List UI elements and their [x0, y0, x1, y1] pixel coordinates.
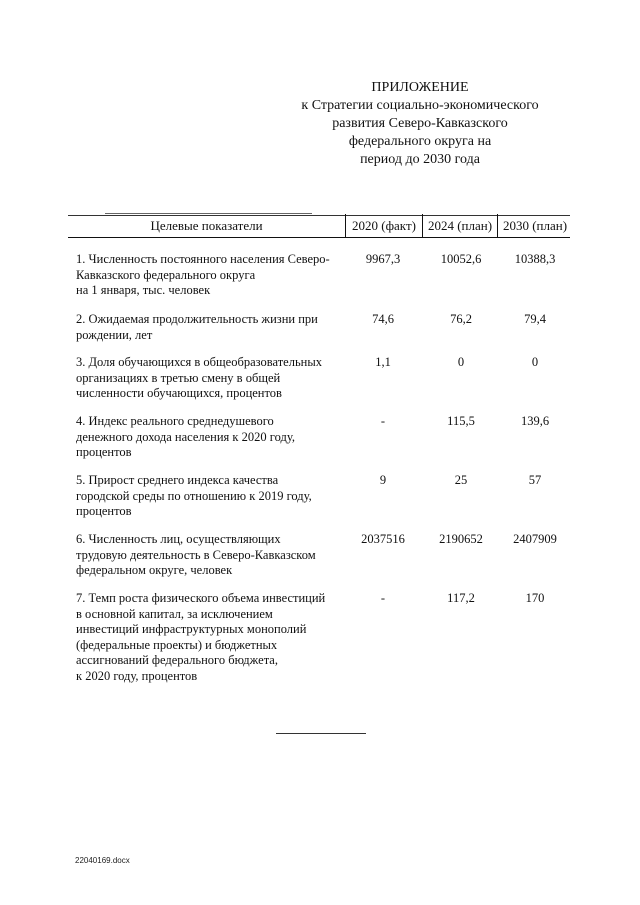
- cell-2024: 2190652: [439, 532, 483, 546]
- table-row-label: [76, 312, 344, 343]
- cell-2020: 1,1: [375, 355, 391, 369]
- table-row-label: [76, 532, 344, 579]
- label-line: в основной капитал, за исключением: [76, 606, 273, 621]
- table-row-label: [76, 252, 344, 299]
- appendix-line: развития Северо-Кавказского: [332, 116, 508, 131]
- label-line: организациях в третью смену в общей: [76, 370, 281, 385]
- label-line: Кавказского федерального округа: [76, 267, 256, 282]
- cell-2024: 117,2: [447, 591, 475, 605]
- cell-2020: 2037516: [361, 532, 405, 546]
- label-line: процентов: [76, 504, 132, 518]
- label-line: рождении, лет: [76, 327, 153, 342]
- label-line: 2. Ожидаемая продолжительность жизни при: [76, 312, 318, 326]
- table-row-label: [76, 414, 344, 461]
- label-line: 7. Темп роста физического объема инвестиций: [76, 591, 326, 605]
- label-line: численности обучающихся, процентов: [76, 386, 282, 400]
- end-separator-line: [276, 733, 366, 734]
- table-row-label: [76, 591, 344, 684]
- label-line: 3. Доля обучающихся в общеобразовательных: [76, 355, 322, 369]
- cell-2030: 170: [525, 591, 545, 605]
- table-col-divider: [345, 214, 346, 237]
- cell-2020: -: [380, 591, 386, 605]
- cell-2020: 9967,3: [365, 252, 401, 266]
- cell-2020: 9: [379, 473, 387, 487]
- cell-2024: 10052,6: [440, 252, 482, 266]
- cell-2020: -: [380, 414, 386, 428]
- table-row-label: [76, 473, 344, 520]
- table-top-rule-thin: [105, 213, 312, 214]
- cell-2020: 74,6: [372, 312, 394, 326]
- appendix-title: ПРИЛОЖЕНИЕ: [371, 80, 469, 95]
- cell-2030: 139,6: [520, 414, 550, 428]
- label-line: федеральном округе, человек: [76, 563, 233, 577]
- cell-2024: 76,2: [450, 312, 472, 326]
- label-line: 5. Прирост среднего индекса качества: [76, 473, 279, 487]
- label-line: к 2020 году, процентов: [76, 668, 198, 683]
- cell-2030: 2407909: [513, 532, 557, 546]
- label-line: 4. Индекс реального среднедушевого: [76, 414, 274, 428]
- table-col-divider: [497, 214, 498, 237]
- label-line: денежного дохода населения к 2020 году,: [76, 429, 295, 444]
- cell-2024: 0: [457, 355, 465, 369]
- cell-2030: 10388,3: [514, 252, 556, 266]
- label-line: процентов: [76, 445, 132, 459]
- table-header-2030: 2030 (план): [502, 218, 568, 233]
- table-row-label: [76, 355, 344, 402]
- label-line: городской среды по отношению к 2019 году,: [76, 488, 312, 503]
- table-header-indicators: Целевые показатели: [150, 218, 263, 233]
- cell-2030: 79,4: [524, 312, 546, 326]
- label-line: (федеральные проекты) и бюджетных: [76, 637, 278, 652]
- cell-2030: 57: [528, 473, 542, 487]
- label-line: инвестиций инфраструктурных монополий: [76, 622, 307, 636]
- table-top-rule: [68, 215, 570, 216]
- table-col-divider: [422, 214, 423, 237]
- label-line: на 1 января, тыс. человек: [76, 283, 211, 297]
- label-line: трудовую деятельность в Северо-Кавказском: [76, 547, 316, 562]
- label-line: 6. Численность лиц, осуществляющих: [76, 532, 281, 546]
- footer-filename: 22040169.docx: [75, 856, 130, 865]
- cell-2024: 25: [454, 473, 468, 487]
- appendix-line: период до 2030 года: [360, 152, 480, 167]
- appendix-line: к Стратегии социально-экономического: [301, 98, 539, 113]
- cell-2024: 115,5: [447, 414, 475, 428]
- table-header-rule: [68, 237, 570, 238]
- cell-2030: 0: [531, 355, 539, 369]
- appendix-line: федерального округа на: [348, 134, 492, 149]
- appendix-heading: [280, 79, 560, 169]
- label-line: ассигнований федерального бюджета,: [76, 653, 278, 667]
- label-line: 1. Численность постоянного населения Северо-: [76, 252, 330, 266]
- table-header-2020: 2020 (факт): [352, 218, 416, 233]
- table-header-2024: 2024 (план): [427, 218, 493, 233]
